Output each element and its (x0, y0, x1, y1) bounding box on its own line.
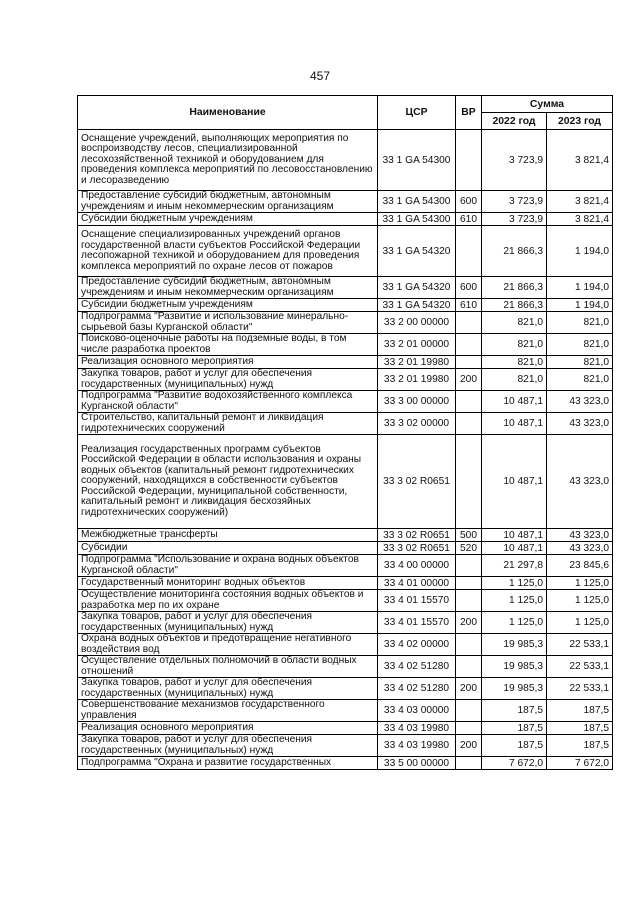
cell-csr: 33 4 02 51280 (378, 656, 456, 678)
table-row (78, 356, 613, 369)
cell-vr (456, 577, 482, 590)
cell-csr: 33 1 GA 54300 (378, 213, 456, 226)
cell-csr: 33 2 01 19980 (378, 369, 456, 391)
table-row (78, 678, 613, 700)
cell-name: Предоставление субсидий бюджетным, автономным учреждениям и иным некоммерческим организациям (78, 277, 378, 299)
cell-2022: 3 723,9 (482, 191, 547, 213)
cell-vr (456, 634, 482, 656)
cell-name: Строительство, капитальный ремонт и ликвидация гидротехнических сооружений (78, 413, 378, 435)
cell-2023: 187,5 (547, 722, 613, 735)
cell-vr: 610 (456, 213, 482, 226)
table-row (78, 612, 613, 634)
table-row (78, 722, 613, 735)
budget-table (77, 95, 613, 770)
cell-csr: 33 2 01 19980 (378, 356, 456, 369)
cell-csr: 33 2 01 00000 (378, 334, 456, 356)
cell-name: Совершенствование механизмов государственного управления (78, 700, 378, 722)
cell-2023: 43 323,0 (547, 529, 613, 542)
cell-2022: 1 125,0 (482, 577, 547, 590)
cell-vr: 500 (456, 529, 482, 542)
cell-csr: 33 1 GA 54320 (378, 226, 456, 277)
cell-csr: 33 1 GA 54300 (378, 191, 456, 213)
cell-2023: 43 323,0 (547, 542, 613, 555)
cell-csr: 33 3 02 R0651 (378, 529, 456, 542)
cell-vr: 200 (456, 735, 482, 757)
cell-csr: 33 5 00 00000 (378, 757, 456, 770)
table-row (78, 634, 613, 656)
cell-csr: 33 1 GA 54320 (378, 299, 456, 312)
cell-2022: 187,5 (482, 722, 547, 735)
cell-csr: 33 4 00 00000 (378, 555, 456, 577)
page-number: 457 (309, 69, 331, 83)
cell-2023: 1 125,0 (547, 577, 613, 590)
cell-vr (456, 722, 482, 735)
cell-csr: 33 1 GA 54300 (378, 130, 456, 191)
cell-csr: 33 4 03 19980 (378, 735, 456, 757)
header-sum: Сумма (482, 96, 613, 113)
cell-vr (456, 334, 482, 356)
cell-2023: 22 533,1 (547, 656, 613, 678)
cell-csr: 33 4 02 51280 (378, 678, 456, 700)
cell-2022: 7 672,0 (482, 757, 547, 770)
cell-name: Субсидии (78, 542, 378, 555)
cell-2022: 1 125,0 (482, 590, 547, 612)
cell-2023: 821,0 (547, 334, 613, 356)
cell-name: Реализация основного мероприятия (78, 356, 378, 369)
cell-name: Субсидии бюджетным учреждениям (78, 213, 378, 226)
cell-vr (456, 356, 482, 369)
cell-name: Закупка товаров, работ и услуг для обеспечения государственных (муниципальных) нужд (78, 369, 378, 391)
table-row (78, 299, 613, 312)
cell-name: Закупка товаров, работ и услуг для обеспечения государственных (муниципальных) нужд (78, 612, 378, 634)
cell-vr (456, 130, 482, 191)
cell-name: Осуществление отдельных полномочий в области водных отношений (78, 656, 378, 678)
cell-csr: 33 3 02 00000 (378, 413, 456, 435)
cell-2023: 22 533,1 (547, 678, 613, 700)
cell-2023: 43 323,0 (547, 413, 613, 435)
table-row (78, 413, 613, 435)
table-row (78, 757, 613, 770)
cell-2022: 19 985,3 (482, 678, 547, 700)
cell-name: Закупка товаров, работ и услуг для обеспечения государственных (муниципальных) нужд (78, 678, 378, 700)
table-row (78, 391, 613, 413)
cell-2022: 10 487,1 (482, 435, 547, 529)
cell-2022: 19 985,3 (482, 656, 547, 678)
cell-vr: 610 (456, 299, 482, 312)
cell-2023: 43 323,0 (547, 391, 613, 413)
cell-2023: 1 194,0 (547, 277, 613, 299)
cell-name: Подпрограмма "Развитие водохозяйственного комплекса Курганской области" (78, 391, 378, 413)
cell-vr (456, 226, 482, 277)
cell-2022: 21 866,3 (482, 226, 547, 277)
cell-vr: 520 (456, 542, 482, 555)
cell-2023: 1 125,0 (547, 590, 613, 612)
cell-csr: 33 3 02 R0651 (378, 435, 456, 529)
header-2023: 2023 год (547, 113, 613, 130)
cell-2023: 1 194,0 (547, 299, 613, 312)
table-row (78, 277, 613, 299)
table-row (78, 735, 613, 757)
cell-vr (456, 312, 482, 334)
cell-vr (456, 435, 482, 529)
cell-2023: 1 194,0 (547, 226, 613, 277)
cell-2022: 821,0 (482, 356, 547, 369)
cell-2023: 22 533,1 (547, 634, 613, 656)
table-row (78, 555, 613, 577)
cell-name: Подпрограмма "Развитие и использование минерально-сырьевой базы Курганской области" (78, 312, 378, 334)
table-row (78, 435, 613, 529)
cell-2022: 821,0 (482, 369, 547, 391)
cell-2023: 187,5 (547, 700, 613, 722)
cell-2023: 23 845,6 (547, 555, 613, 577)
cell-name: Осуществление мониторинга состояния водных объектов и разработка мер по их охране (78, 590, 378, 612)
table-row (78, 226, 613, 277)
cell-2023: 821,0 (547, 312, 613, 334)
cell-2023: 187,5 (547, 735, 613, 757)
cell-2023: 3 821,4 (547, 213, 613, 226)
cell-vr: 600 (456, 277, 482, 299)
cell-2022: 21 866,3 (482, 277, 547, 299)
cell-name: Закупка товаров, работ и услуг для обеспечения государственных (муниципальных) нужд (78, 735, 378, 757)
cell-csr: 33 4 03 00000 (378, 700, 456, 722)
cell-vr: 600 (456, 191, 482, 213)
cell-2022: 3 723,9 (482, 130, 547, 191)
cell-2023: 3 821,4 (547, 130, 613, 191)
header-2022: 2022 год (482, 113, 547, 130)
cell-2023: 3 821,4 (547, 191, 613, 213)
cell-name: Субсидии бюджетным учреждениям (78, 299, 378, 312)
cell-csr: 33 4 01 15570 (378, 612, 456, 634)
cell-csr: 33 4 01 00000 (378, 577, 456, 590)
header-csr: ЦСР (378, 96, 456, 130)
cell-vr (456, 555, 482, 577)
cell-2022: 21 866,3 (482, 299, 547, 312)
cell-csr: 33 4 02 00000 (378, 634, 456, 656)
cell-name: Межбюджетные трансферты (78, 529, 378, 542)
cell-2022: 821,0 (482, 334, 547, 356)
cell-2022: 10 487,1 (482, 413, 547, 435)
cell-name: Предоставление субсидий бюджетным, автономным учреждениям и иным некоммерческим организациям (78, 191, 378, 213)
table-row (78, 529, 613, 542)
cell-2022: 821,0 (482, 312, 547, 334)
table-row (78, 213, 613, 226)
table-row (78, 334, 613, 356)
cell-name: Оснащение специализированных учреждений органов государственной власти субъектов Российской Федерации лесопожарной техникой и оборудованием для проведения комплекса мероприятий по охране лесов от пожаров (78, 226, 378, 277)
table-row (78, 191, 613, 213)
cell-csr: 33 4 03 19980 (378, 722, 456, 735)
table-row (78, 312, 613, 334)
cell-vr: 200 (456, 612, 482, 634)
table-row (78, 130, 613, 191)
cell-2023: 821,0 (547, 369, 613, 391)
table-row (78, 700, 613, 722)
cell-vr (456, 757, 482, 770)
table-row (78, 542, 613, 555)
cell-2023: 43 323,0 (547, 435, 613, 529)
table-body (78, 130, 613, 770)
header-vr: ВР (456, 96, 482, 130)
cell-2023: 821,0 (547, 356, 613, 369)
cell-2022: 19 985,3 (482, 634, 547, 656)
cell-csr: 33 4 01 15570 (378, 590, 456, 612)
cell-2022: 3 723,9 (482, 213, 547, 226)
cell-2022: 10 487,1 (482, 542, 547, 555)
cell-2022: 21 297,8 (482, 555, 547, 577)
cell-2022: 10 487,1 (482, 391, 547, 413)
cell-vr (456, 413, 482, 435)
table-row (78, 590, 613, 612)
cell-2023: 7 672,0 (547, 757, 613, 770)
cell-name: Охрана водных объектов и предотвращение негативного воздействия вод (78, 634, 378, 656)
table-row (78, 656, 613, 678)
table-row (78, 369, 613, 391)
cell-vr: 200 (456, 678, 482, 700)
cell-name: Подпрограмма "Охрана и развитие государственных (78, 757, 378, 770)
cell-2022: 187,5 (482, 700, 547, 722)
cell-name: Реализация государственных программ субъектов Российской Федерации в области использования и охраны водных объектов (капитальный ремонт гидротехнических сооружений, находящихся в собственности субъектов Российской Федерации, муниципальной собственности, капитальный ремонт и ликвидация бесхозяйных гидротехнических сооружений) (78, 435, 378, 529)
table-row (78, 577, 613, 590)
cell-2022: 187,5 (482, 735, 547, 757)
cell-name: Подпрограмма "Использование и охрана водных объектов Курганской области" (78, 555, 378, 577)
cell-name: Государственный мониторинг водных объектов (78, 577, 378, 590)
header-name: Наименование (78, 96, 378, 130)
cell-vr (456, 590, 482, 612)
cell-2023: 1 125,0 (547, 612, 613, 634)
cell-csr: 33 1 GA 54320 (378, 277, 456, 299)
table-header (78, 96, 613, 130)
cell-vr: 200 (456, 369, 482, 391)
cell-csr: 33 2 00 00000 (378, 312, 456, 334)
cell-name: Оснащение учреждений, выполняющих мероприятия по воспроизводству лесов, специализированной лесохозяйственной техникой и оборудованием для проведения комплекса мероприятий по лесовосстановлению и лесоразведению (78, 130, 378, 191)
cell-name: Реализация основного мероприятия (78, 722, 378, 735)
cell-vr (456, 656, 482, 678)
cell-2022: 1 125,0 (482, 612, 547, 634)
cell-csr: 33 3 00 00000 (378, 391, 456, 413)
cell-2022: 10 487,1 (482, 529, 547, 542)
cell-vr (456, 391, 482, 413)
cell-name: Поисково-оценочные работы на подземные воды, в том числе разработка проектов (78, 334, 378, 356)
cell-vr (456, 700, 482, 722)
cell-csr: 33 3 02 R0651 (378, 542, 456, 555)
